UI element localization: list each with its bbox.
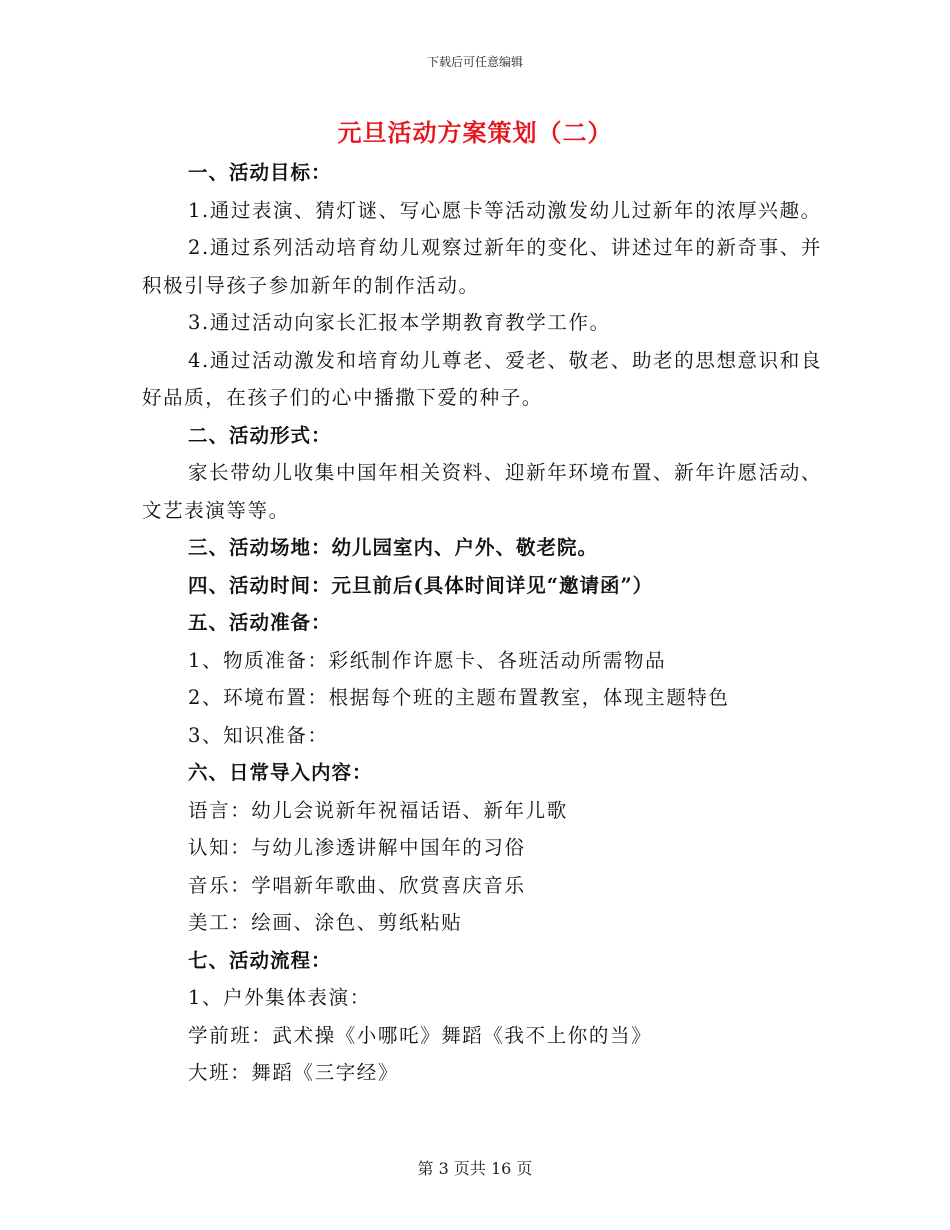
section-heading-process: 七、活动流程：: [188, 948, 332, 972]
process-item: 大班：舞蹈《三字经》: [188, 1061, 400, 1084]
goal-item: 1.通过表演、猜灯谜、写心愿卡等活动激发幼儿过新年的浓厚兴趣。: [188, 198, 822, 222]
process-item: 1、户外集体表演：: [188, 986, 371, 1009]
document-title: 元旦活动方案策划（二）: [337, 118, 613, 147]
section-heading-time: 四、活动时间：元旦前后(具体时间详见“邀请函”）: [188, 573, 654, 597]
daily-content-item: 音乐：学唱新年歌曲、欣赏喜庆音乐: [188, 873, 526, 897]
section-heading-format: 二、活动形式：: [188, 423, 332, 447]
format-text: 家长带幼儿收集中国年相关资料、迎新年环境布置、新年许愿活动、文艺表演等等。: [142, 461, 822, 522]
goal-item: 2.通过系列活动培育幼儿观察过新年的变化、讲述过年的新奇事、并积极引导孩子参加新年的制作活动。: [142, 236, 822, 297]
page-header: 下载后可任意编辑: [426, 55, 523, 69]
daily-content-item: 语言：幼儿会说新年祝福话语、新年儿歌: [188, 798, 568, 822]
document-body: [142, 154, 822, 1092]
preparation-item: 2、环境布置：根据每个班的主题布置教室，体现主题特色: [188, 686, 730, 709]
section-heading-preparation: 五、活动准备：: [188, 611, 332, 634]
process-item: 学前班：武术操《小哪吒》舞蹈《我不上你的当》: [188, 1023, 653, 1047]
daily-content-item: 美工：绘画、涂色、剪纸粘贴: [188, 911, 463, 934]
goal-item: 4.通过活动激发和培育幼儿尊老、爱老、敬老、助老的思想意识和良好品质，在孩子们的心中播撒下爱的种子。: [142, 348, 822, 409]
goal-item: 3.通过活动向家长汇报本学期教育教学工作。: [188, 311, 611, 334]
page-footer: 第 3 页共 16 页: [417, 1159, 533, 1178]
daily-content-item: 认知：与幼儿渗透讲解中国年的习俗: [188, 836, 526, 859]
section-heading-goals: 一、活动目标：: [188, 161, 332, 184]
preparation-item: 3、知识准备：: [188, 723, 329, 747]
section-heading-venue: 三、活动场地：幼儿园室内、户外、敬老院。: [188, 536, 599, 559]
preparation-item: 1、物质准备：彩纸制作许愿卡、各班活动所需物品: [188, 648, 667, 672]
section-heading-daily-content: 六、日常导入内容：: [188, 761, 373, 784]
